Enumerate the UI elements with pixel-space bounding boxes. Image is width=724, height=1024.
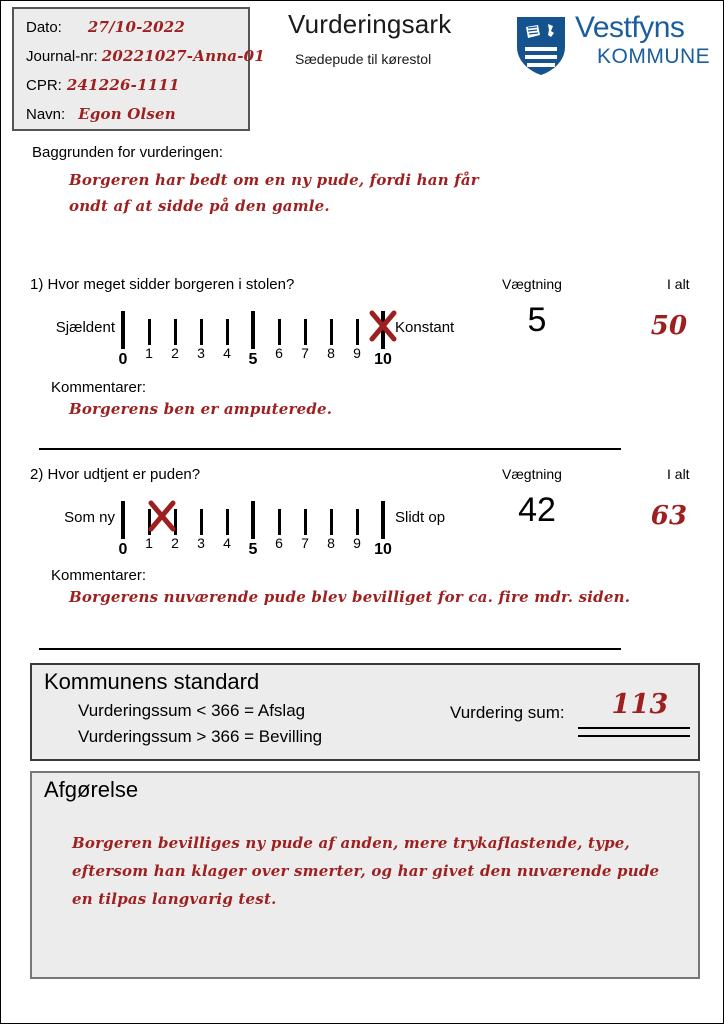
scale-tick-label-10: 10 — [374, 541, 392, 558]
logo-text-kommune: KOMMUNE — [597, 45, 711, 68]
scale-tick-3[interactable] — [200, 319, 203, 345]
scale-tick-label-4: 4 — [223, 345, 231, 361]
scale-tick-label-10: 10 — [374, 351, 392, 368]
question-1-total-header: I alt — [667, 276, 690, 292]
scale-tick-label-2: 2 — [171, 345, 179, 361]
decision-box — [30, 771, 700, 979]
question-2-left-label: Som ny — [64, 509, 115, 526]
question-2-comment-label: Kommentarer: — [51, 567, 147, 584]
question-2-scale[interactable] — [64, 491, 543, 563]
value-navn: Egon Olsen — [78, 105, 176, 123]
scale-tick-label-5: 5 — [248, 351, 258, 368]
question-1-title: 1) Hvor meget sidder borgeren i stolen? — [30, 276, 295, 293]
scale-tick-6[interactable] — [278, 319, 281, 345]
logo-text — [575, 13, 710, 67]
question-1-comment-label: Kommentarer: — [51, 379, 147, 396]
scale-tick-label-1: 1 — [145, 535, 153, 551]
question-1-scale[interactable] — [55, 301, 543, 373]
scale-tick-label-8: 8 — [327, 535, 335, 551]
value-cpr: 241226-1111 — [66, 76, 180, 94]
value-dato: 27/10-2022 — [87, 18, 186, 36]
question-1-right-label: Konstant — [395, 319, 455, 336]
scale-tick-label-9: 9 — [353, 535, 361, 551]
standard-rule-approval: Vurderingssum > 366 = Bevilling — [78, 727, 323, 746]
scale-tick-label-3: 3 — [197, 535, 205, 551]
standard-rule-rejection: Vurderingssum < 366 = Afslag — [78, 701, 306, 720]
scale-tick-9[interactable] — [356, 509, 359, 535]
scale-tick-label-9: 9 — [353, 345, 361, 361]
scale-tick-label-0: 0 — [118, 351, 128, 368]
question-2-weight-header: Vægtning — [502, 466, 562, 482]
label-dato: Dato: — [26, 19, 62, 36]
scale-tick-label-3: 3 — [197, 345, 205, 361]
question-2-title: 2) Hvor udtjent er puden? — [30, 466, 201, 483]
question-1-weight-value: 5 — [527, 301, 547, 339]
section-divider-2 — [39, 648, 621, 650]
standard-title: Kommunens standard — [44, 669, 260, 694]
question-2-total-header: I alt — [667, 466, 690, 482]
scale-tick-8[interactable] — [330, 509, 333, 535]
field-row-navn — [26, 105, 248, 134]
scale-x-mark — [147, 499, 177, 533]
field-row-dato — [26, 18, 248, 47]
scale-tick-4[interactable] — [226, 509, 229, 535]
scale-tick-label-1: 1 — [145, 345, 153, 361]
question-1-total-value: 50 — [650, 311, 688, 341]
logo-text-vestfyns: Vestfyns — [575, 11, 685, 44]
scale-tick-1[interactable] — [148, 319, 151, 345]
assessment-sum-value: 113 — [611, 689, 669, 720]
question-2-comment-text: Borgerens nuværende pude blev bevilliget for ca. fire mdr. siden. — [69, 588, 631, 606]
scale-tick-7[interactable] — [304, 319, 307, 345]
question-2-total-value: 63 — [650, 501, 688, 531]
section-divider-1 — [39, 448, 621, 450]
scale-tick-label-4: 4 — [223, 535, 231, 551]
assessment-sum-label: Vurdering sum: — [450, 703, 565, 722]
scale-tick-6[interactable] — [278, 509, 281, 535]
scale-tick-3[interactable] — [200, 509, 203, 535]
value-journal-nr: 20221027-Anna-01 — [101, 47, 265, 65]
scale-tick-0[interactable] — [121, 311, 125, 349]
patient-info-box — [12, 7, 265, 131]
scale-tick-label-0: 0 — [118, 541, 128, 558]
scale-tick-label-7: 7 — [301, 535, 309, 551]
background-text: Borgeren har bedt om en ny pude, fordi han får ondt af at sidde på den gamle. — [69, 171, 479, 215]
question-1-weight-header: Vægtning — [502, 276, 562, 292]
label-journal-nr: Journal-nr: — [26, 48, 98, 65]
question-1-comment-text: Borgerens ben er amputerede. — [69, 400, 333, 418]
shield-icon — [515, 15, 567, 77]
scale-tick-label-8: 8 — [327, 345, 335, 361]
scale-tick-label-6: 6 — [275, 345, 283, 361]
field-row-cpr — [26, 76, 248, 105]
field-row-journal-nr — [26, 47, 265, 76]
vestfyns-kommune-logo — [515, 11, 715, 79]
scale-tick-label-2: 2 — [171, 535, 179, 551]
assessment-sum-underline — [578, 727, 690, 737]
question-2-weight-value: 42 — [518, 491, 556, 529]
scale-tick-10[interactable] — [381, 501, 385, 539]
scale-tick-9[interactable] — [356, 319, 359, 345]
decision-title: Afgørelse — [44, 777, 139, 802]
scale-tick-label-6: 6 — [275, 535, 283, 551]
decision-text: Borgeren bevilliges ny pude af anden, mere trykaflastende, type, eftersom han klager over smerter, og har givet den nuværende pude en tilpas langvarig test. — [72, 834, 660, 908]
question-1-left-label: Sjældent — [55, 319, 115, 336]
scale-tick-2[interactable] — [174, 319, 177, 345]
scale-tick-5[interactable] — [251, 501, 255, 539]
scale-x-mark — [368, 309, 398, 343]
scale-tick-0[interactable] — [121, 501, 125, 539]
municipal-standard-box — [30, 663, 700, 761]
scale-tick-5[interactable] — [251, 311, 255, 349]
page-title: Vurderingsark — [288, 9, 452, 39]
label-cpr: CPR: — [26, 77, 62, 94]
page-subtitle: Sædepude til kørestol — [295, 51, 432, 67]
scale-tick-label-5: 5 — [248, 541, 258, 558]
scale-tick-label-7: 7 — [301, 345, 309, 361]
label-navn: Navn: — [26, 106, 66, 123]
question-2-right-label: Slidt op — [395, 509, 446, 526]
scale-tick-8[interactable] — [330, 319, 333, 345]
background-label: Baggrunden for vurderingen: — [32, 144, 223, 161]
scale-tick-4[interactable] — [226, 319, 229, 345]
scale-tick-7[interactable] — [304, 509, 307, 535]
